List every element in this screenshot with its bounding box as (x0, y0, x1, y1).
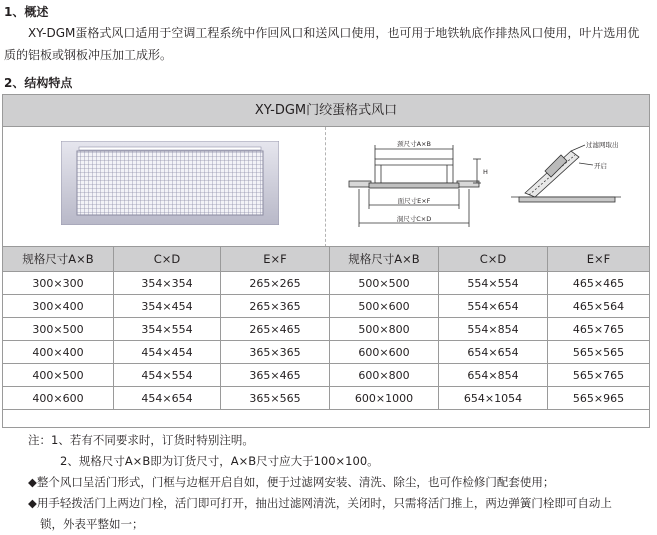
table-cell: 600×1000 (330, 387, 439, 410)
label-filter-removal: 过滤网取出 (586, 141, 619, 149)
table-cell: 400×400 (3, 341, 114, 364)
table-cell: 465×564 (548, 295, 650, 318)
table-cell: 265×365 (221, 295, 330, 318)
table-cell: 600×600 (330, 341, 439, 364)
table-cell: 500×500 (330, 272, 439, 295)
table-row (3, 364, 650, 387)
spec-table (2, 246, 650, 410)
table-cell: 654×854 (439, 364, 548, 387)
header-ef-1: E×F (221, 247, 330, 272)
section-heading-structure: 2、结构特点 (4, 76, 73, 90)
overview-line-2: 质的铝板或钢板冲压加工成形。 (4, 48, 173, 62)
overview-line-1: XY-DGM蛋格式风口适用于空调工程系统中作回风口和送风口使用，也可用于地铁轨底作排热风口使用，叶片选用优 (28, 26, 640, 40)
grille-photo (61, 141, 279, 225)
table-cell: 400×500 (3, 364, 114, 387)
table-cell: 454×454 (114, 341, 221, 364)
figure-area (3, 127, 649, 247)
table-cell: 454×654 (114, 387, 221, 410)
table-cell: 354×354 (114, 272, 221, 295)
header-cd-1: C×D (114, 247, 221, 272)
table-cell: 600×800 (330, 364, 439, 387)
table-cell: 554×554 (439, 272, 548, 295)
table-cell: 300×400 (3, 295, 114, 318)
table-cell: 265×265 (221, 272, 330, 295)
section-heading-overview: 1、概述 (4, 5, 49, 19)
table-row (3, 272, 650, 295)
label-height: H (483, 168, 488, 176)
note-2: 2、规格尺寸A×B即为订货尺寸，A×B尺寸应大于100×100。 (60, 454, 379, 468)
table-cell: 500×600 (330, 295, 439, 318)
product-panel-title: XY-DGM门绞蛋格式风口 (3, 95, 649, 127)
table-cell: 554×854 (439, 318, 548, 341)
note-bullet-2-cont: 锁，外表平整如一； (40, 517, 144, 531)
label-neck-size: 颈尺寸A×B (397, 140, 431, 148)
notes (28, 430, 654, 535)
note-1: 注：1、若有不同要求时，订货时特别注明。 (28, 433, 254, 447)
table-row (3, 341, 650, 364)
label-opening-size: 洞尺寸C×D (396, 215, 432, 223)
header-size-ab-2: 规格尺寸A×B (330, 247, 439, 272)
overview-paragraph (4, 22, 654, 66)
table-row (3, 295, 650, 318)
table-row (3, 387, 650, 410)
table-cell: 565×965 (548, 387, 650, 410)
table-cell: 354×554 (114, 318, 221, 341)
table-cell: 300×300 (3, 272, 114, 295)
product-panel (2, 94, 650, 428)
spec-table-header-row (3, 247, 650, 272)
table-cell: 500×800 (330, 318, 439, 341)
table-cell: 565×765 (548, 364, 650, 387)
table-cell: 454×554 (114, 364, 221, 387)
label-open: 开启 (594, 162, 607, 170)
table-cell: 554×654 (439, 295, 548, 318)
dimension-drawing (339, 131, 639, 241)
table-cell: 465×465 (548, 272, 650, 295)
label-face-size: 面尺寸E×F (397, 197, 431, 205)
table-cell: 365×465 (221, 364, 330, 387)
note-bullet-1: ◆整个风口呈活门形式，门框与边框开启自如，便于过滤网安装、清洗、除尘，也可作检修门配套使用； (28, 475, 555, 489)
table-cell: 265×465 (221, 318, 330, 341)
header-size-ab-1: 规格尺寸A×B (3, 247, 114, 272)
table-cell: 400×600 (3, 387, 114, 410)
table-cell: 654×1054 (439, 387, 548, 410)
table-cell: 300×500 (3, 318, 114, 341)
table-cell: 654×654 (439, 341, 548, 364)
table-cell: 365×565 (221, 387, 330, 410)
table-cell: 365×365 (221, 341, 330, 364)
table-cell: 565×565 (548, 341, 650, 364)
header-ef-2: E×F (548, 247, 650, 272)
table-cell: 465×765 (548, 318, 650, 341)
table-row (3, 318, 650, 341)
header-cd-2: C×D (439, 247, 548, 272)
note-bullet-2: ◆用手轻拨活门上两边门栓，活门即可打开，抽出过滤网清洗，关闭时，只需将活门推上，两边弹簧门栓即可自动上 (28, 496, 612, 510)
figure-divider (325, 127, 326, 247)
table-cell: 354×454 (114, 295, 221, 318)
